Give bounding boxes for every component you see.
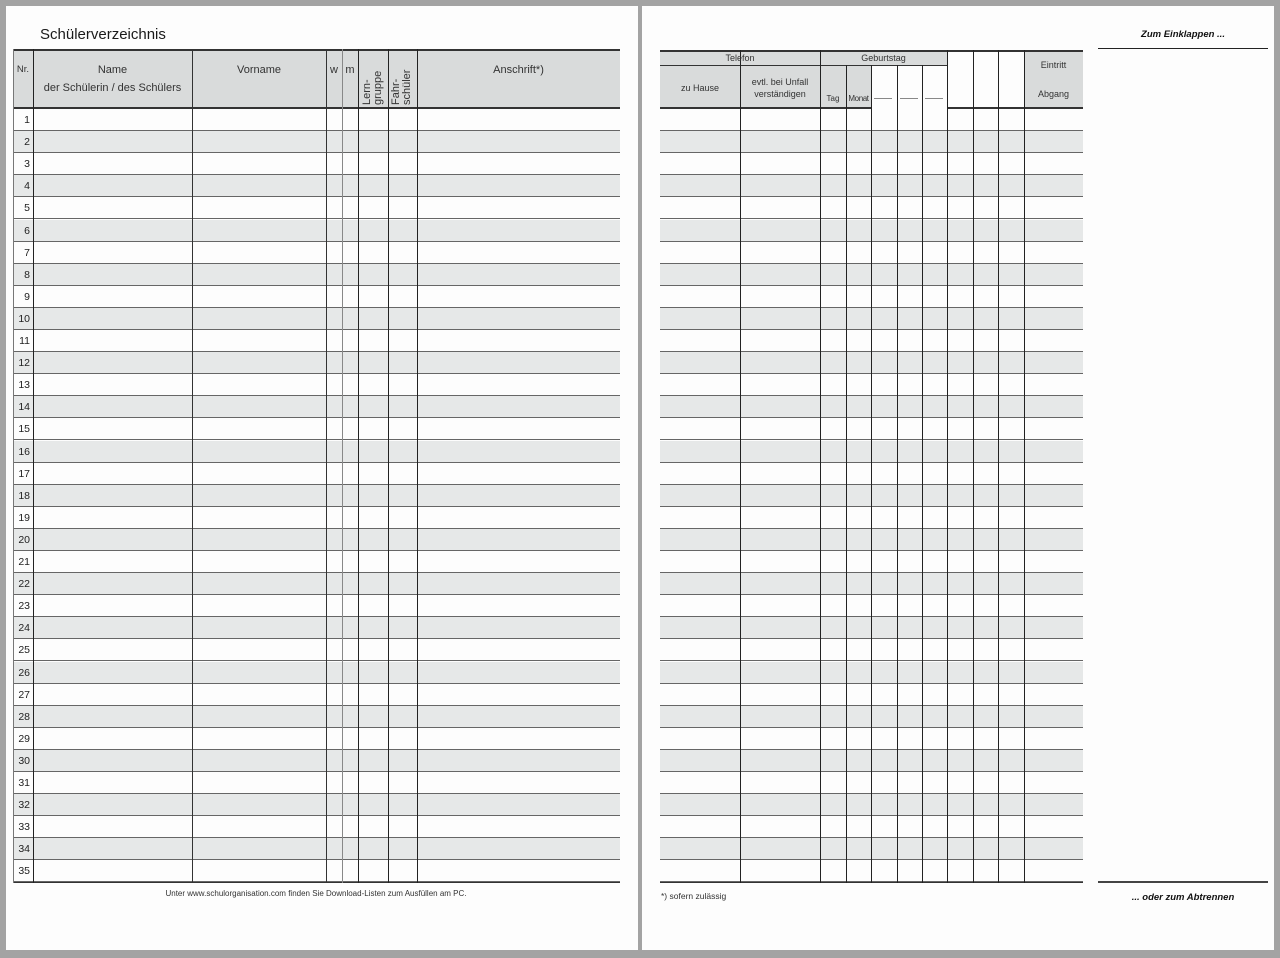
row-number: 21 bbox=[18, 556, 30, 568]
column-divider bbox=[820, 50, 821, 883]
row-number: 14 bbox=[18, 401, 30, 414]
column-divider bbox=[846, 65, 847, 883]
header-w: w bbox=[330, 64, 338, 76]
table-row[interactable] bbox=[13, 175, 620, 197]
table-row[interactable] bbox=[13, 838, 620, 860]
row-number: 29 bbox=[18, 732, 30, 745]
page-title: Schülerverzeichnis bbox=[40, 26, 166, 43]
column-divider bbox=[922, 65, 923, 883]
blank-subheaders bbox=[871, 65, 947, 109]
row-number: 17 bbox=[18, 467, 30, 480]
fold-label: Zum Einklappen ... bbox=[1141, 29, 1225, 40]
header-monat: Monat bbox=[848, 94, 869, 103]
fold-line-top bbox=[1098, 48, 1268, 49]
column-divider bbox=[192, 49, 193, 883]
row-number: 1 bbox=[24, 114, 30, 126]
header-name-sub: der Schülerin / des Schülers bbox=[43, 82, 182, 94]
row-number: 11 bbox=[19, 335, 30, 347]
table-row[interactable] bbox=[13, 485, 620, 507]
table-row[interactable] bbox=[13, 772, 620, 794]
blank-header-dash bbox=[925, 98, 943, 99]
row-number: 2 bbox=[24, 136, 30, 149]
table-row[interactable] bbox=[13, 529, 620, 551]
column-divider bbox=[33, 49, 34, 883]
table-row[interactable] bbox=[13, 816, 620, 838]
subheader-line bbox=[660, 65, 947, 66]
table-row[interactable] bbox=[13, 396, 620, 418]
column-divider bbox=[342, 49, 343, 883]
header-fahrschueler: Fahr- schüler bbox=[390, 69, 413, 105]
table-row[interactable] bbox=[13, 131, 620, 153]
header-zu-hause: zu Hause bbox=[680, 83, 720, 93]
detach-label: ... oder zum Abtrennen bbox=[1131, 892, 1235, 903]
row-number: 19 bbox=[18, 511, 30, 524]
row-number: 30 bbox=[18, 754, 30, 767]
table-row[interactable] bbox=[13, 418, 620, 440]
right-page bbox=[642, 6, 1274, 950]
table-row[interactable] bbox=[13, 684, 620, 706]
row-number: 12 bbox=[18, 357, 30, 370]
table-row[interactable] bbox=[13, 860, 620, 882]
row-number: 35 bbox=[18, 865, 30, 878]
column-divider bbox=[358, 49, 359, 883]
row-number: 9 bbox=[24, 290, 30, 303]
column-divider bbox=[1024, 50, 1025, 883]
row-number: 13 bbox=[18, 379, 30, 392]
blank-header-dash bbox=[874, 98, 892, 99]
table-row[interactable] bbox=[13, 639, 620, 661]
table-row[interactable] bbox=[13, 706, 620, 728]
table-row[interactable] bbox=[13, 728, 620, 750]
row-number: 7 bbox=[24, 246, 30, 259]
column-divider bbox=[897, 65, 898, 883]
header-lerngruppe: Lern- gruppe bbox=[361, 70, 384, 105]
table-row[interactable] bbox=[13, 750, 620, 772]
row-number: 22 bbox=[18, 578, 30, 591]
table-row[interactable] bbox=[13, 109, 620, 131]
row-number: 32 bbox=[18, 799, 30, 812]
table-row[interactable] bbox=[13, 330, 620, 352]
header-anschrift: Anschrift*) bbox=[493, 64, 544, 76]
header-unfall-sub: verständigen bbox=[754, 89, 806, 99]
row-number: 8 bbox=[24, 268, 30, 281]
table-row[interactable] bbox=[13, 374, 620, 396]
blank-header-dash bbox=[900, 98, 918, 99]
row-number: 18 bbox=[18, 489, 30, 502]
footnote: *) sofern zulässig bbox=[661, 891, 727, 901]
row-number: 4 bbox=[24, 180, 30, 193]
row-number: 31 bbox=[18, 777, 30, 789]
left-page bbox=[6, 6, 638, 950]
table-row[interactable] bbox=[13, 794, 620, 816]
column-divider bbox=[740, 50, 741, 883]
table-row[interactable] bbox=[13, 573, 620, 595]
column-divider bbox=[947, 50, 948, 883]
column-divider bbox=[973, 50, 974, 883]
header-nr: Nr. bbox=[16, 64, 30, 75]
header-abgang: Abgang bbox=[1037, 89, 1070, 99]
table-row[interactable] bbox=[13, 441, 620, 463]
column-divider bbox=[388, 49, 389, 883]
row-number: 6 bbox=[24, 224, 30, 237]
table-row[interactable] bbox=[13, 286, 620, 308]
header-name: Name bbox=[97, 64, 128, 76]
row-number: 15 bbox=[18, 423, 30, 436]
header-m: m bbox=[345, 64, 355, 76]
row-number: 3 bbox=[24, 158, 30, 171]
row-number: 26 bbox=[18, 666, 30, 679]
row-number: 34 bbox=[18, 843, 30, 856]
row-number: 28 bbox=[18, 710, 30, 723]
header-eintritt: Eintritt bbox=[1040, 60, 1067, 70]
header-tag: Tag bbox=[826, 94, 840, 103]
table-row[interactable] bbox=[13, 662, 620, 684]
table-row[interactable] bbox=[13, 595, 620, 617]
header-vorname: Vorname bbox=[236, 64, 282, 76]
table-row[interactable] bbox=[13, 242, 620, 264]
column-divider bbox=[871, 65, 872, 883]
row-number: 23 bbox=[18, 600, 30, 613]
header-telefon: Telefon bbox=[725, 53, 755, 63]
row-number: 25 bbox=[18, 644, 30, 657]
table-row[interactable] bbox=[13, 308, 620, 330]
table-row[interactable] bbox=[13, 617, 620, 639]
table-bottom-border bbox=[13, 882, 620, 883]
download-footer: Unter www.schulorganisation.com finden Sie Download-Listen zum Ausfüllen am PC. bbox=[165, 889, 467, 898]
header-top-border bbox=[947, 50, 1024, 52]
row-number: 27 bbox=[18, 688, 30, 701]
header-unfall: evtl. bei Unfall bbox=[751, 77, 809, 87]
row-number: 5 bbox=[24, 202, 30, 215]
table-row[interactable] bbox=[13, 220, 620, 242]
row-number: 33 bbox=[18, 821, 30, 834]
column-divider bbox=[998, 50, 999, 883]
table-row[interactable] bbox=[13, 352, 620, 374]
row-number: 24 bbox=[18, 622, 30, 635]
row-number: 20 bbox=[18, 533, 30, 546]
column-divider bbox=[326, 49, 327, 883]
table-row[interactable] bbox=[13, 551, 620, 573]
table-row[interactable] bbox=[13, 463, 620, 485]
fold-line-bottom bbox=[1098, 881, 1268, 883]
table-row[interactable] bbox=[13, 197, 620, 219]
column-divider bbox=[417, 49, 418, 883]
column-divider bbox=[13, 49, 14, 883]
table-row[interactable] bbox=[13, 507, 620, 529]
header-geburtstag: Geburtstag bbox=[861, 53, 906, 63]
row-number: 10 bbox=[18, 312, 30, 325]
table-row[interactable] bbox=[13, 153, 620, 175]
row-number: 16 bbox=[18, 445, 30, 458]
table-row[interactable] bbox=[13, 264, 620, 286]
